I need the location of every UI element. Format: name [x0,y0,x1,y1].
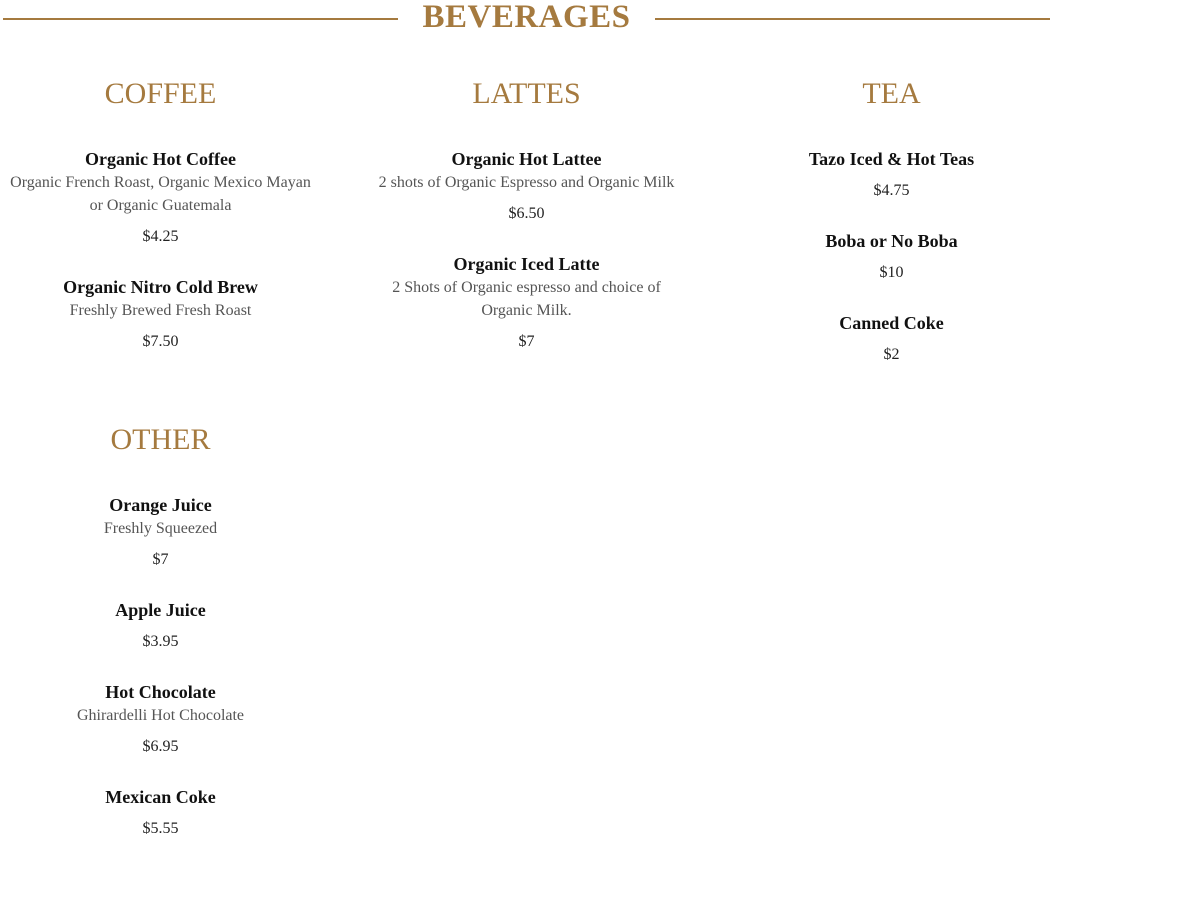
section-lattes [366,76,687,380]
item-name: Tazo Iced & Hot Teas [808,149,975,169]
item-name: Canned Coke [839,313,944,333]
item-description: Organic French Roast, Organic Mexico Mayan or Organic Guatemala [10,174,311,214]
page-title: BEVERAGES [422,0,631,35]
beverages-banner [0,0,1052,40]
menu-item [731,147,1052,202]
section-title-lattes: LATTES [472,77,581,110]
menu-item [366,147,687,225]
menu-item [0,785,321,840]
menu-item [731,311,1052,366]
item-price: $5.55 [142,820,179,837]
menu-item [0,680,321,758]
item-name: Mexican Coke [105,787,216,807]
section-coffee [0,76,321,380]
banner-divider-right [655,18,1050,20]
item-price: $3.95 [142,633,179,650]
menu-item [0,147,321,248]
item-price: $7 [518,333,535,350]
item-name: Organic Hot Coffee [85,149,236,169]
menu-item [0,493,321,571]
item-name: Organic Nitro Cold Brew [63,277,258,297]
menu-item [366,252,687,353]
section-other [0,422,321,867]
item-price: $6.95 [142,738,179,755]
banner-divider-left [3,18,398,20]
item-description: 2 Shots of Organic espresso and choice of Organic Milk. [392,279,661,319]
item-description: Ghirardelli Hot Chocolate [76,707,245,724]
item-price: $4.75 [873,182,910,199]
item-name: Organic Hot Lattee [451,149,602,169]
menu-list-lattes [366,147,687,353]
section-tea [731,76,1052,393]
menu-item [0,275,321,353]
item-name: Hot Chocolate [105,682,216,702]
menu-list-coffee [0,147,321,353]
item-price: $7 [152,551,169,568]
item-description: 2 shots of Organic Espresso and Organic Milk [378,174,675,191]
section-title-other: OTHER [110,423,211,456]
menu-list-other [0,493,321,840]
menu-list-tea [731,147,1052,366]
item-name: Boba or No Boba [825,231,958,251]
item-description: Freshly Brewed Fresh Roast [69,302,252,319]
section-title-coffee: COFFEE [104,77,217,110]
menu-item [0,598,321,653]
item-price: $7.50 [142,333,179,350]
item-name: Orange Juice [109,495,212,515]
item-description: Freshly Squeezed [103,520,218,537]
item-price: $6.50 [508,205,545,222]
item-price: $4.25 [142,228,179,245]
section-title-tea: TEA [862,77,921,110]
item-name: Apple Juice [115,600,206,620]
item-price: $2 [883,346,900,363]
item-name: Organic Iced Latte [453,254,600,274]
menu-item [731,229,1052,284]
item-price: $10 [879,264,904,281]
